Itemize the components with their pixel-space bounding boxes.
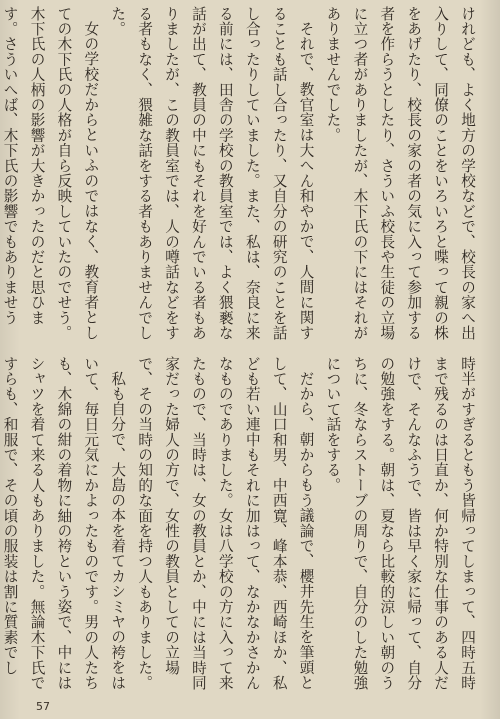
upper-text-block: [1, 6, 480, 344]
paragraph: けれども、よく地方の学校などで、校長の家へ出入りして、同僚のことをいろいろと喋って親の株をあげたり、校長の家の者の気に入って参加する者を作らうとしたり、さういふ校長や生徒の立場に立つ者がありましたが、木下氏の下にはそれがありませんでした。: [324, 6, 476, 341]
lower-text-block: [1, 356, 480, 694]
paragraph: だから、朝からもう議論で、櫻井先生を筆頭として、山口和男、中西寛、峰本恭、西崎ほか、私ども若い連中もそれに加はって、なかなかさかんなものでありました。女は八学校の方に入って来たもので、当時は、女の教員とか、中には当時同家だった婦人の方で、女性の教員としての立場で、その当時の知的な面を持つ人もありました。: [136, 356, 315, 691]
paragraph: 時半がすぎるともう皆帰ってしまって、四時五時まで残るのは日直か、何か特別な仕事のある人だけで、そんなふうで、皆は早く家に帰って、自分の勉強をする。朝は、夏なら比較的涼しい朝のうちに、冬ならストーブの周りで、自分のした勉強について話をする。: [324, 356, 476, 691]
page-number: 57: [36, 700, 50, 713]
paragraph: 女の学校だからといふのではなく、教育者としての木下氏の人格が自ら反映していたのでせう。木下氏の人柄の影響が大きかったのだと思ひます。さういへば、木下氏の影響でもありませう: [1, 6, 100, 341]
paragraph: それで、教官室は大へん和やかで、人間に関することも話し合ったり、又自分の研究のことを話し合ったりしていました。また、私は、奈良に来る前には、田舎の学校の教員室では、よく猥褻な話が出て、教員の中にもそれを好んでいる者もありましたが、この教員室では、人の噂話などをする者もなく、猥雑な話をする者もありませんでした。: [109, 6, 315, 341]
paragraph: 私も自分で、大島の本を着てカシミヤの袴をはいて、毎日元気にかよったものです。男の人たちも、木綿の紺の着物に紬の袴という姿で、中にはシャツを着て来る人もありました。無論木下氏ですらも、和服で、その頃の服装は割に質素でし: [1, 356, 127, 691]
